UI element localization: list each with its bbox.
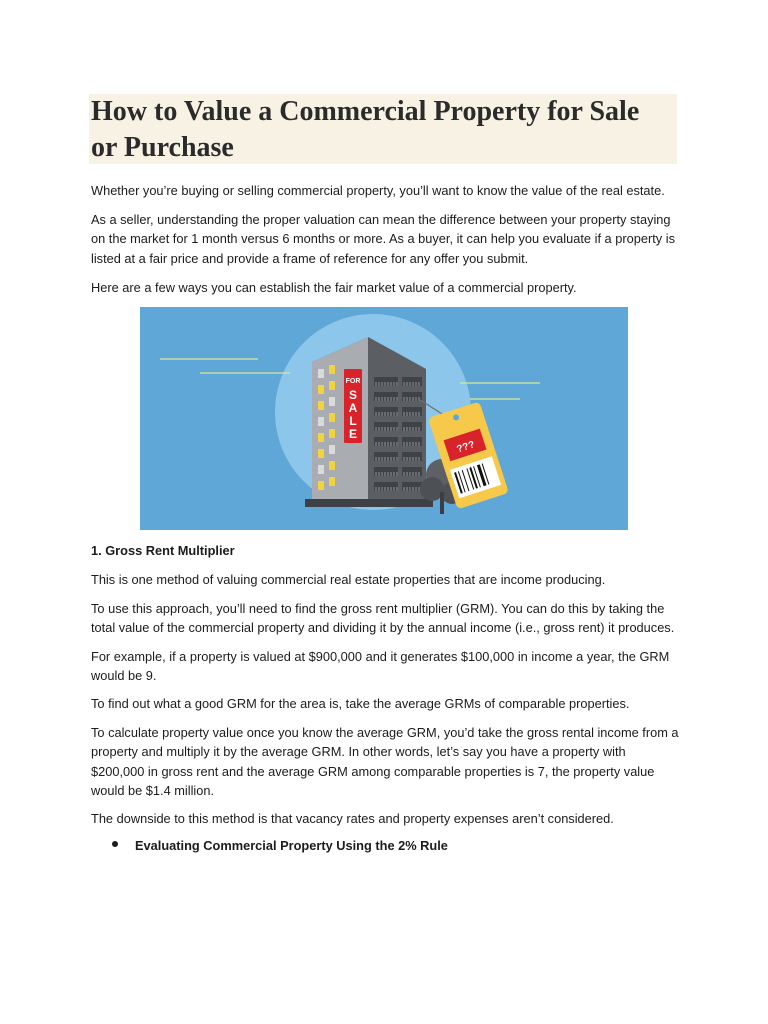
sign-word-sale: S A L E (348, 388, 358, 441)
paragraph-grm-use: To use this approach, you’ll need to find the gross rent multiplier (GRM). You can do this by taking the total value of the commercial property and dividing it by the annual income (i.e., gross rent) it produces. (91, 601, 675, 636)
sign-word-for: FOR (345, 378, 361, 385)
bullet-icon (112, 841, 118, 847)
section-heading-gross-rent-multiplier: 1. Gross Rent Multiplier (91, 543, 235, 558)
paragraph-grm-calc: To calculate property value once you know the average GRM, you’d take the gross rental income from a property and multiply it by the average GRM. In other words, let’s say you have a property with $200,000 in gross rent and the average GRM among comparable properties is 7, the property value would be $1.4 million. (91, 725, 679, 798)
tag-question-marks: ??? (455, 439, 477, 456)
for-sale-building-illustration (140, 307, 628, 530)
paragraph-ways: Here are a few ways you can establish the fair market value of a commercial property. (91, 280, 577, 295)
page-title: How to Value a Commercial Property for Sale or Purchase (91, 96, 640, 163)
bullet-2-percent-rule: Evaluating Commercial Property Using the 2% Rule (135, 838, 448, 853)
paragraph-seller-buyer: As a seller, understanding the proper valuation can mean the difference between your property staying on the market for 1 month versus 6 months or more. As a buyer, it can help you evaluate if a property is listed at a fair price and provide a frame of reference for any offer you submit. (91, 212, 675, 266)
paragraph-grm-downside: The downside to this method is that vacancy rates and property expenses aren’t considered. (91, 811, 614, 826)
paragraph-grm-good: To find out what a good GRM for the area is, take the average GRMs of comparable properties. (91, 696, 630, 711)
paragraph-grm-example: For example, if a property is valued at $900,000 and it generates $100,000 in income a year, the GRM would be 9. (91, 649, 670, 684)
paragraph-intro: Whether you’re buying or selling commercial property, you’ll want to know the value of the real estate. (91, 183, 665, 198)
paragraph-grm-method: This is one method of valuing commercial real estate properties that are income producing. (91, 572, 606, 587)
